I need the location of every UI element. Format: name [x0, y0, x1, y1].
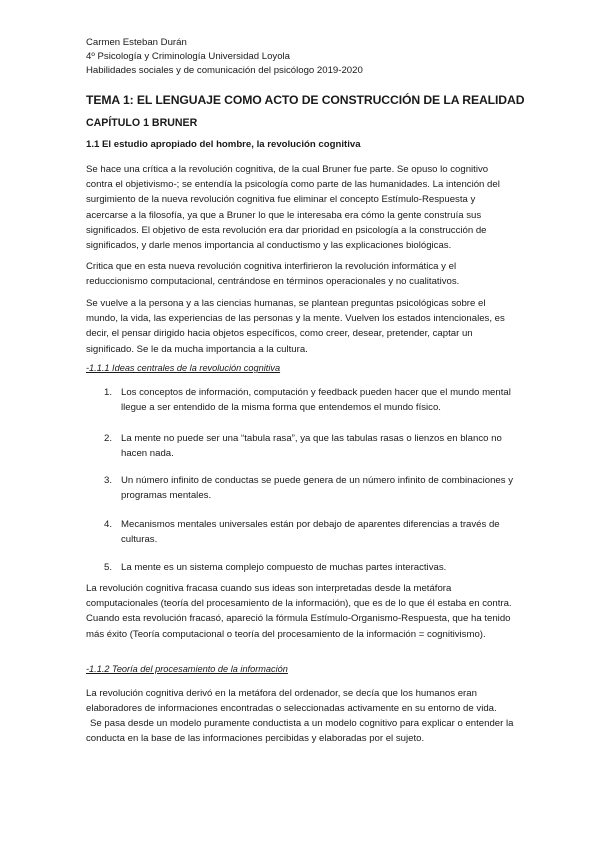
paragraph-1: Se hace una crítica a la revolución cognitiva, de la cual Bruner fue parte. Se opuso lo cognitivo contra el objetivismo-; se entendía la psicología como parte de las humanidades. La intención del surgimiento de la nueva revolución cognitiva fue eliminar el concepto Estímulo-Respuesta y acercarse a la filosofía, ya que a Bruner lo que le interesaba era cómo la gente construía sus significados. El objetivo de esta revolución era dar prioridad en psicología a la construcción de significados, y darle menos importancia al conductismo y las explicaciones biológicas.	[86, 164, 500, 252]
list-item-text: La mente no puede ser una “tabula rasa”, ya que las tabulas rasas o lienzos en blanco no hacen nada.	[121, 433, 502, 460]
subheading-procesamiento: -1.1.2 Teoría del procesamiento de la información	[86, 664, 288, 674]
header-author: Carmen Esteban Durán	[86, 37, 187, 48]
paragraph-3: Se vuelve a la persona y a las ciencias humanas, se plantean preguntas psicológicas sobre el mundo, la vida, las experiencias de las personas y la mente. Vuelven los estados intencionales, es decir, el pensar dirigido hacia objetos específicos, como creer, desear, pretender, captar un significado. Se le da mucha importancia a la cultura.	[86, 298, 505, 355]
list-item-number: 3.	[104, 475, 113, 486]
paragraph-4: La revolución cognitiva fracasa cuando sus ideas son interpretadas desde la metáfora computacionales (teoría del procesamiento de la información), que es de lo que él estaba en contra. Cuando esta revolución fracasó, apareció la fórmula Estímulo-Organismo-Respuesta, que ha tenido más éxito (Teoría computacional o teoría del procesamiento de la información = cognitivismo).	[86, 583, 512, 640]
section-heading: 1.1 El estudio apropiado del hombre, la revolución cognitiva	[86, 139, 361, 150]
chapter-heading: CAPÍTULO 1 BRUNER	[86, 117, 198, 129]
list-item-number: 1.	[104, 387, 113, 398]
subheading-ideas-centrales: -1.1.1 Ideas centrales de la revolución cognitiva	[86, 363, 281, 373]
paragraph-5: La revolución cognitiva derivó en la metáfora del ordenador, se decía que los humanos eran elaboradores de informaciones encontradas o seleccionadas activamente en su entorno de vida.	[86, 688, 497, 715]
header-subject: Habilidades sociales y de comunicación del psicólogo 2019-2020	[86, 65, 363, 76]
list-item-number: 4.	[104, 519, 113, 530]
list-item-text: Mecanismos mentales universales están por debajo de aparentes diferencias a través de culturas.	[121, 519, 500, 546]
header-course: 4º Psicología y Criminología Universidad Loyola	[86, 51, 291, 62]
list-item-text: Un número infinito de conductas se puede genera de un número infinito de combinaciones y programas mentales.	[121, 475, 513, 502]
paragraph-2: Critica que en esta nueva revolución cognitiva interfirieron la revolución informática y el reduccionismo computacional, centrándose en términos operacionales y no cualitativos.	[86, 261, 460, 288]
paragraph-6: Se pasa desde un modelo puramente conductista a un modelo cognitivo para explicar o entender la conducta en la base de las informaciones percibidas y elaboradas por el sujeto.	[86, 718, 514, 745]
list-item-text: La mente es un sistema complejo compuesto de muchas partes interactivas.	[121, 562, 447, 573]
list-item-number: 2.	[104, 433, 113, 444]
list-item-number: 5.	[104, 562, 113, 573]
list-item-text: Los conceptos de información, computación y feedback pueden hacer que el mundo mental llegue a ser entendido de la misma forma que entendemos el mundo físico.	[121, 387, 511, 414]
document-title: TEMA 1: EL LENGUAJE COMO ACTO DE CONSTRUCCIÓN DE LA REALIDAD	[86, 93, 525, 107]
